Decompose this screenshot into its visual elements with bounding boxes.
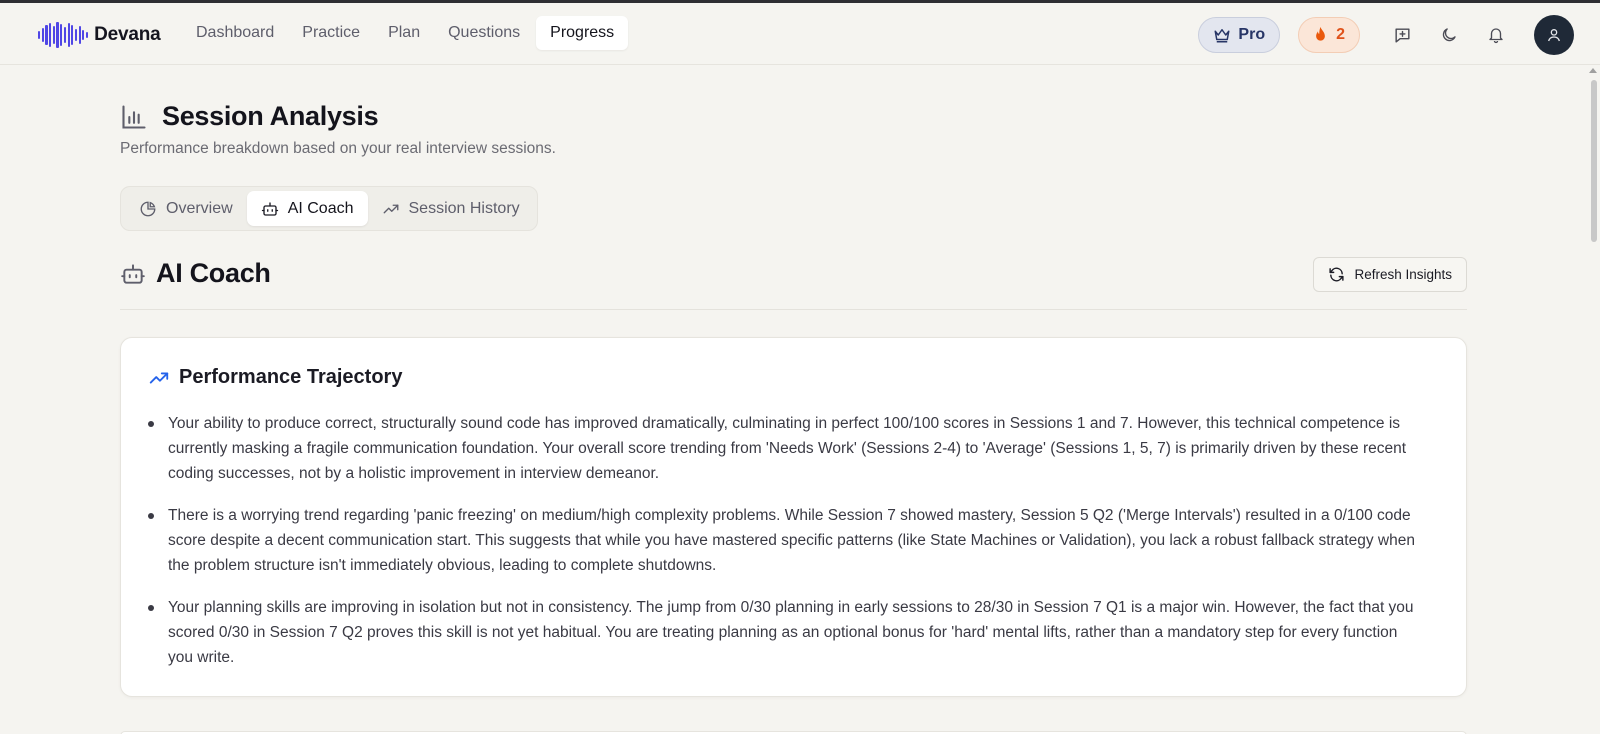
flame-icon [1313, 26, 1328, 44]
moon-icon [1440, 26, 1458, 44]
pie-chart-icon [139, 200, 157, 218]
brand-name: Devana [94, 24, 161, 45]
insight-item: Your planning skills are improving in isolation but not in consistency. The jump from 0/30 planning in early sessions to 28/30 in Session 7 Q1 is a major win. However, the fact that you scored 0/30 in Session 7 Q2 proves this skill is not yet habitual. You are treating planning as an optional bonus for 'hard' mental lifts, rather than a mandatory step for every function you write. [148, 595, 1418, 670]
tab-overview[interactable] [125, 191, 247, 226]
refresh-insights-label: Refresh Insights [1354, 267, 1452, 282]
tab-ai-coach-label: AI Coach [287, 199, 354, 217]
crown-icon [1213, 26, 1231, 44]
notifications-button[interactable] [1484, 23, 1508, 47]
ai-coach-header [120, 258, 271, 289]
feedback-icon [1393, 26, 1412, 45]
trending-up-icon [382, 200, 400, 218]
section-divider [120, 309, 1467, 310]
nav-progress[interactable]: Progress [536, 16, 628, 50]
nav-practice[interactable]: Practice [302, 24, 361, 41]
analysis-tabs [120, 186, 538, 231]
bell-icon [1487, 26, 1505, 44]
nav-questions[interactable]: Questions [448, 24, 521, 41]
user-icon [1546, 27, 1562, 43]
card-header [148, 366, 402, 389]
scroll-thumb[interactable] [1591, 80, 1597, 242]
page-header [120, 101, 378, 132]
brand-logo-link[interactable] [38, 22, 161, 48]
nav-plan[interactable]: Plan [388, 24, 421, 41]
trending-up-icon [148, 367, 170, 389]
refresh-insights-button[interactable] [1313, 257, 1467, 292]
nav-dashboard[interactable]: Dashboard [196, 24, 275, 41]
tab-session-history[interactable] [368, 191, 534, 226]
page-scrollbar[interactable] [1586, 66, 1600, 734]
insight-list [148, 411, 1418, 687]
bot-icon [120, 261, 146, 287]
page-subtitle: Performance breakdown based on your real interview sessions. [120, 140, 556, 157]
page-title: Session Analysis [162, 101, 379, 131]
top-navbar [0, 3, 1600, 65]
streak-count: 2 [1336, 26, 1345, 43]
section-title: AI Coach [156, 258, 271, 288]
insight-item: There is a worrying trend regarding 'panic freezing' on medium/high complexity problems. While Session 7 showed mastery, Session 5 Q2 ('Merge Intervals') resulted in a 0/100 code score despite a decent communication start. This suggests that while you have mastered specific patterns (like State Machines or Validation), you lack a robust fallback strategy when the problem structure isn't immediately obvious, leading to complete shutdowns. [148, 503, 1418, 578]
nav-actions [1198, 15, 1574, 55]
theme-toggle-button[interactable] [1437, 23, 1461, 47]
feedback-button[interactable] [1390, 23, 1414, 47]
bot-icon [261, 200, 279, 218]
waveform-logo-icon [38, 22, 88, 48]
streak-badge-button[interactable] [1298, 17, 1360, 53]
pro-label: Pro [1238, 26, 1266, 43]
performance-trajectory-card [120, 337, 1467, 697]
insight-item: Your ability to produce correct, structurally sound code has improved dramatically, culminating in perfect 100/100 scores in Sessions 1 and 7. However, this technical competence is currently masking a fragile communication foundation. Your overall score trending from 'Needs Work' (Sessions 2-4) to 'Average' (Sessions 1, 5, 7) is primarily driven by these recent coding successes, not by a holistic improvement in interview demeanor. [148, 411, 1418, 486]
bar-chart-icon [120, 103, 148, 131]
tab-session-history-label: Session History [408, 199, 520, 217]
scroll-up-arrow-icon[interactable] [1589, 68, 1597, 73]
refresh-icon [1328, 266, 1345, 283]
user-avatar-button[interactable] [1534, 15, 1574, 55]
tab-overview-label: Overview [166, 199, 233, 217]
main-nav [184, 16, 628, 50]
pro-badge-button[interactable] [1198, 17, 1280, 53]
tab-ai-coach[interactable] [247, 191, 368, 226]
card-title: Performance Trajectory [179, 366, 403, 388]
